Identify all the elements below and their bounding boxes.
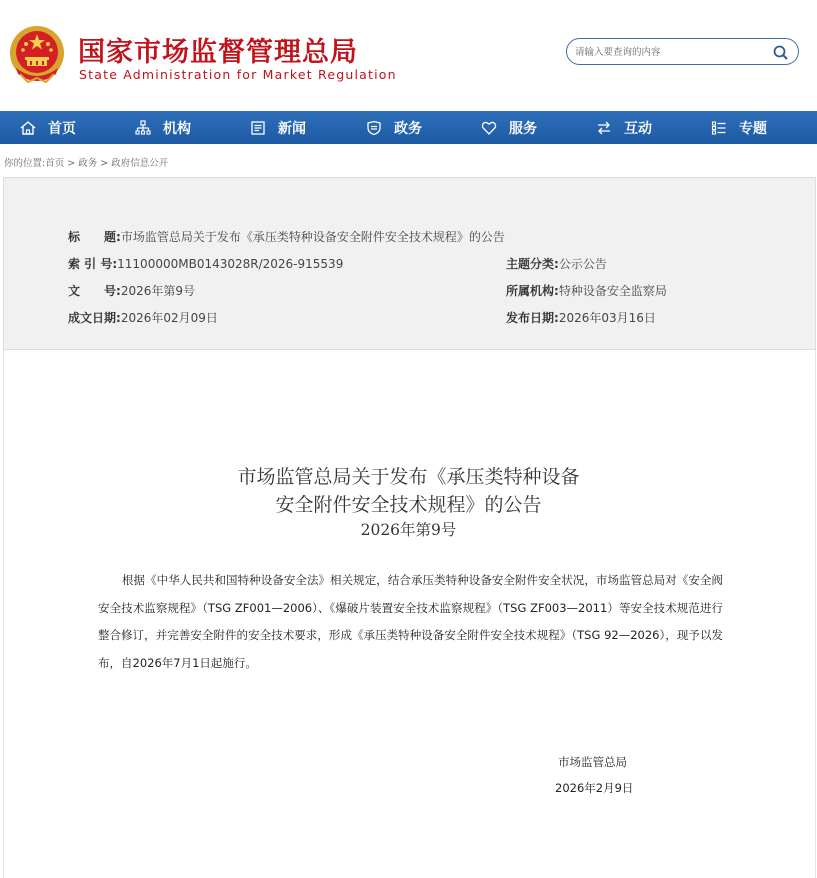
search-icon[interactable] [772,44,789,61]
document-title-line-1: 市场监管总局关于发布《承压类特种设备 [237,466,580,488]
search-box [566,38,799,65]
org-chart-icon [135,120,151,136]
exchange-icon [596,120,612,136]
document-title-line-2: 安全附件安全技术规程》的公告 [275,494,542,516]
nav-label: 服务 [509,120,537,137]
nav-label: 互动 [624,120,652,137]
breadcrumb-prefix: 你的位置: [4,158,46,169]
nav-label: 新闻 [278,120,306,137]
document-signature: 市场监管总局 [558,755,627,769]
meta-index-value: 11100000MB0143028R/2026-915539 [117,257,344,271]
breadcrumb-government-link[interactable]: 政务 [78,158,98,169]
document-metadata [3,177,816,350]
meta-category-value: 公示公告 [558,257,607,271]
meta-organization-label: 所属机构: [506,284,559,298]
meta-category [506,255,607,272]
nav-item-org[interactable] [135,111,191,144]
breadcrumb-separator: > [97,158,112,169]
nav-item-news[interactable] [250,111,306,144]
meta-index [68,255,343,272]
document-date: 2026年2月9日 [555,781,634,795]
list-icon [711,120,727,136]
meta-category-label: 主题分类: [506,257,559,271]
breadcrumb-separator: > [64,158,79,169]
nav-item-topics[interactable] [711,111,767,144]
home-icon [20,120,36,136]
nav-label: 机构 [163,120,191,137]
meta-doc-number-value: 2026年第9号 [120,284,195,298]
nav-label: 首页 [48,120,76,137]
meta-organization [506,282,667,299]
heart-icon [481,120,497,136]
meta-title-label: 标 题: [68,230,121,244]
nav-item-interaction[interactable] [596,111,652,144]
document-number: 2026年第9号 [360,521,457,539]
meta-organization-value: 特种设备安全监察局 [558,284,667,298]
meta-created-date-label: 成文日期: [68,311,121,325]
document-body: 根据《中华人民共和国特种设备安全法》相关规定，结合承压类特种设备安全附件安全状况，市场监管总局对《安全阀安全技术监察规程》（TSG ZF001—2006）、《爆破片装置安全技术监察规程》（TSG ZF003—2011）等安全技术规范进行整合修订，并完善安全附件的安全技术要求，形成《承压类特种设备安全附件安全技术规程》（TSG 92—2026），现予以发布，自2026年7月1日起施行。 [98,573,723,670]
nav-item-home[interactable] [20,111,76,144]
site-name-cn[interactable]: 国家市场监督管理总局 [78,37,358,68]
breadcrumb-home-link[interactable]: 首页 [45,158,65,169]
national-emblem-icon[interactable] [8,24,66,86]
newspaper-icon [250,120,266,136]
site-name-en[interactable]: State Administration for Market Regulation [79,67,397,82]
meta-index-label: 索 引 号: [68,257,118,271]
meta-title-value: 市场监管总局关于发布《承压类特种设备安全附件安全技术规程》的公告 [120,230,505,244]
breadcrumb [4,155,168,169]
nav-label: 政务 [394,120,422,137]
meta-doc-number-label: 文 号: [68,284,121,298]
meta-published-date-value: 2026年03月16日 [558,311,656,325]
search-input[interactable] [575,43,765,61]
site-header [0,0,817,110]
meta-title [68,228,505,245]
meta-published-date [506,309,656,326]
nav-item-service[interactable] [481,111,537,144]
nav-item-government[interactable] [366,111,422,144]
meta-created-date-value: 2026年02月09日 [120,311,218,325]
nav-label: 专题 [739,120,767,137]
government-icon [366,120,382,136]
meta-doc-number [68,282,195,299]
breadcrumb-disclosure-link[interactable]: 政府信息公开 [111,158,169,169]
meta-published-date-label: 发布日期: [506,311,559,325]
main-nav [0,111,817,144]
meta-created-date [68,309,218,326]
